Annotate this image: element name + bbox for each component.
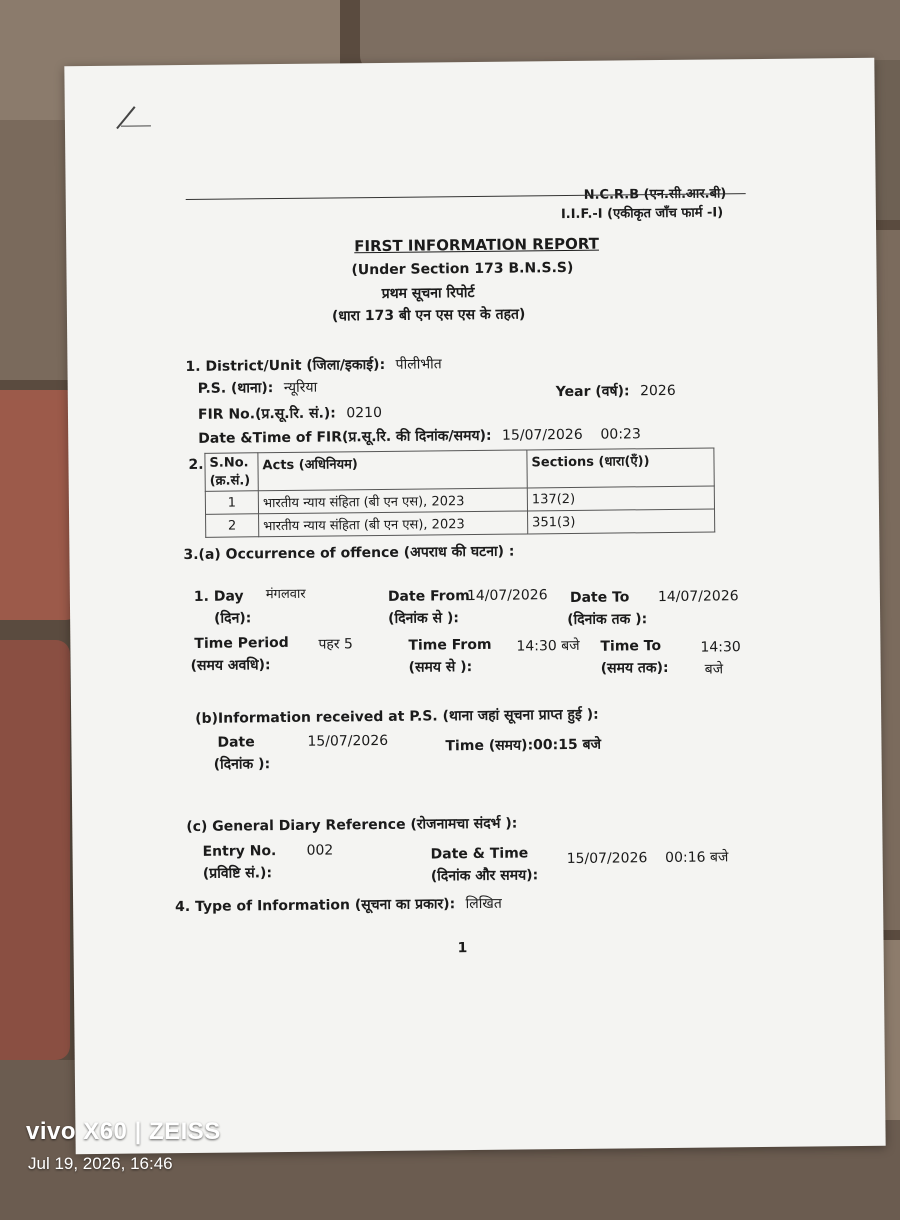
date-from-label-hindi: (दिनांक से ):: [388, 610, 460, 627]
gd-datetime-value: 15/07/2026 00:16 बजे: [566, 849, 729, 868]
time-to-label: Time To: [600, 638, 662, 655]
date-from-value: 14/07/2026: [466, 587, 548, 605]
table-cell: 137(2): [527, 486, 714, 511]
date-to-value: 14/07/2026: [657, 588, 739, 606]
document-subtitle-hindi: (धारा 173 बी एन एस एस के तहत): [331, 306, 526, 325]
info-type-value: लिखित: [465, 895, 502, 913]
col-acts: Acts (अधिनियम): [258, 450, 527, 491]
fir-document-page: [64, 58, 885, 1154]
fir-datetime-row: [198, 424, 641, 448]
acts-table-header: [205, 448, 714, 491]
date-from-label: Date From: [387, 588, 470, 605]
fir-datetime-value: 15/07/2026 00:23: [501, 426, 641, 444]
received-time: Time (समय):00:15 बजे: [445, 736, 602, 755]
fir-label: FIR No.(प्र.सू.रि. सं.):: [197, 405, 336, 423]
col-sections: Sections (धारा(एँ)): [527, 448, 714, 488]
date-to-label-hindi: (दिनांक तक ):: [567, 611, 648, 629]
time-from-label: Time From: [408, 636, 492, 654]
received-date-label-hindi: (दिनांक ):: [213, 756, 271, 773]
col-sno: S.No. (क्र.सं.): [205, 453, 258, 492]
time-to-suffix: बजे: [704, 661, 724, 678]
section3b-heading: (b)Information received at P.S. (थाना जहां सूचना प्राप्त हुई ):: [195, 706, 599, 727]
time-to-value: 14:30: [700, 639, 741, 656]
gd-datetime-label: Date & Time: [430, 845, 529, 863]
gd-datetime-label-hindi: (दिनांक और समय):: [430, 867, 539, 885]
year-row: [556, 381, 676, 401]
time-period-label-hindi: (समय अवधि):: [190, 657, 271, 674]
year-label: Year (वर्ष):: [555, 383, 630, 401]
time-period-label: Time Period: [194, 634, 289, 652]
page-number: 1: [457, 940, 468, 957]
table-cell: 2: [206, 514, 259, 538]
time-from-label-hindi: (समय से ):: [408, 659, 473, 676]
received-date-label: Date: [217, 734, 255, 751]
ps-label: P.S. (थाना):: [197, 380, 274, 397]
pen-mark: [121, 125, 151, 126]
table-cell: 1: [205, 491, 258, 515]
table-cell: भारतीय न्याय संहिता (बी एन एस), 2023: [258, 488, 527, 514]
table-cell: 351(3): [528, 509, 715, 534]
day-value: मंगलवार: [265, 586, 306, 603]
fir-row: [198, 403, 382, 424]
info-type-label: 4. Type of Information (सूचना का प्रकार):: [175, 896, 456, 916]
document-title-hindi: प्रथम सूचना रिपोर्ट: [381, 284, 475, 302]
document-title: FIRST INFORMATION REPORT: [354, 234, 599, 256]
camera-watermark-brand: vivo X60 | ZEISS: [26, 1118, 221, 1145]
received-date-value: 15/07/2026: [307, 732, 389, 750]
acts-table: [204, 447, 715, 537]
camera-watermark-timestamp: Jul 19, 2026, 16:46: [28, 1154, 173, 1173]
ncrb-label: N.C.R.B (एन.सी.आर.बी): [583, 186, 727, 203]
time-to-label-hindi: (समय तक):: [600, 659, 669, 677]
fir-datetime-label: Date &Time of FIR(प्र.सू.रि. की दिनांक/समय):: [198, 427, 492, 447]
day-label: 1. Day: [193, 588, 244, 605]
time-period-value: पहर 5: [318, 636, 353, 653]
date-to-label: Date To: [569, 589, 630, 607]
iif-label: I.I.F.-I (एकीकृत जाँच फार्म -I): [560, 205, 724, 223]
section2-number: 2.: [188, 456, 204, 473]
entry-no-value: 002: [306, 842, 334, 859]
year-value: 2026: [639, 382, 676, 400]
ps-row: [198, 378, 318, 398]
fir-value: 0210: [346, 404, 383, 422]
district-label: 1. District/Unit (जिला/इकाई):: [185, 356, 386, 376]
info-type-row: [175, 894, 502, 916]
section3c-heading: (c) General Diary Reference (रोजनामचा संदर्भ ):: [186, 815, 518, 836]
district-value: पीलीभीत: [395, 356, 442, 373]
table-row: [206, 509, 715, 537]
section3a-heading: 3.(a) Occurrence of offence (अपराध की घटना) :: [183, 543, 515, 564]
document-subtitle: (Under Section 173 B.N.S.S): [351, 259, 574, 279]
entry-no-label-hindi: (प्रविष्टि सं.):: [202, 865, 273, 882]
ps-value: न्यूरिया: [283, 379, 318, 396]
district-row: [185, 354, 441, 376]
time-from-value: 14:30 बजे: [516, 637, 580, 655]
table-cell: भारतीय न्याय संहिता (बी एन एस), 2023: [259, 511, 528, 537]
day-label-hindi: (दिन):: [214, 610, 252, 627]
entry-no-label: Entry No.: [202, 843, 277, 860]
